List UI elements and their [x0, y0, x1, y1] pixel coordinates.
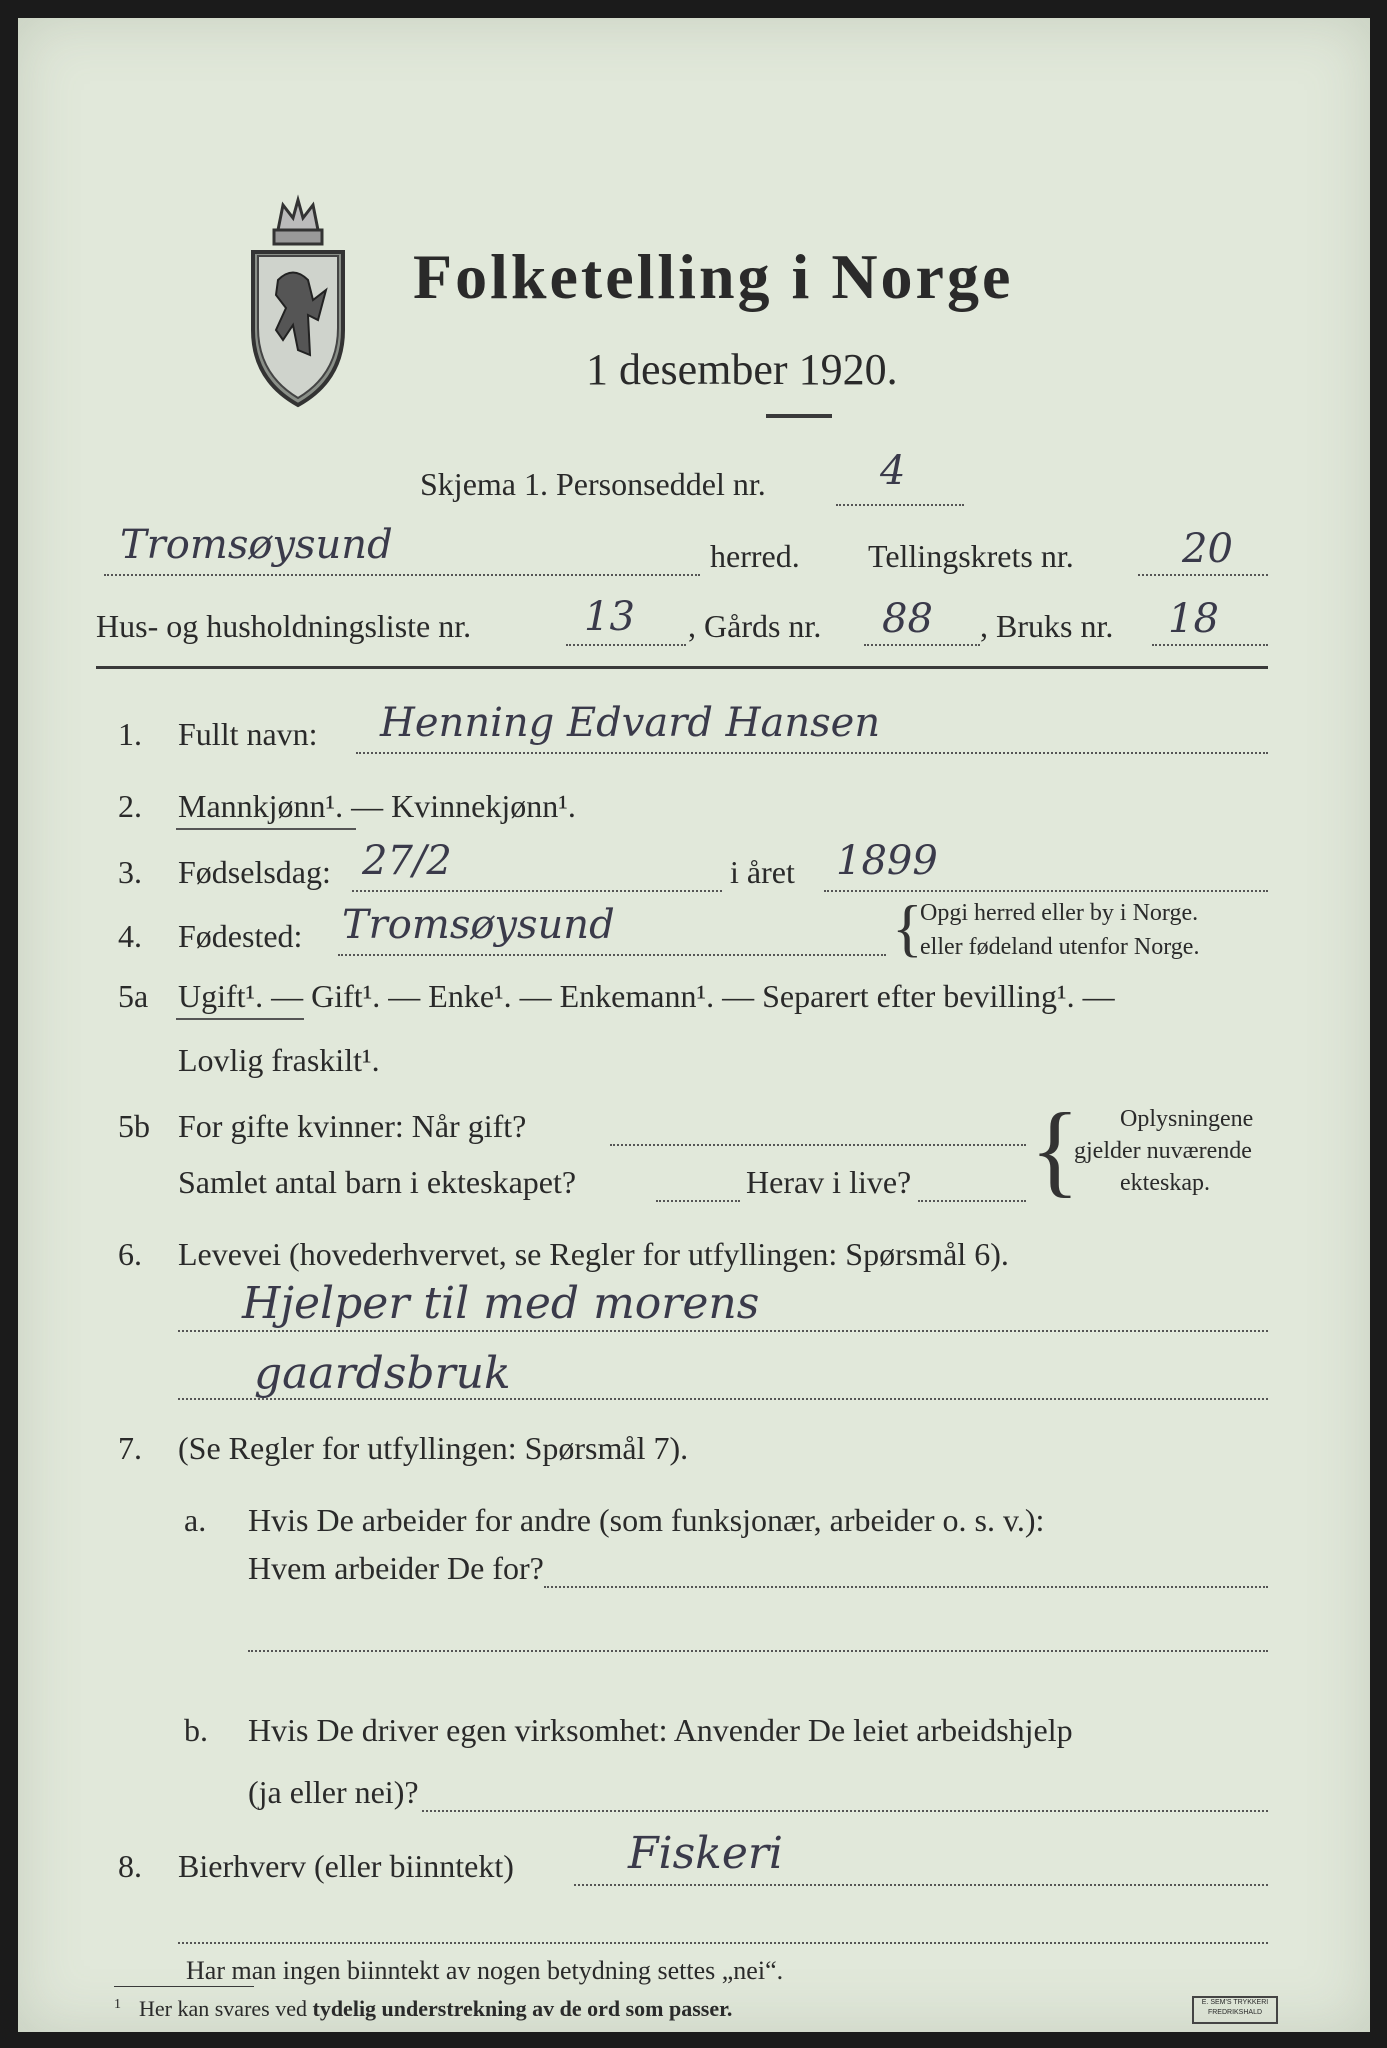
form-date: 1 desember 1920.: [586, 345, 898, 394]
q8-label: Bierhverv (eller biinntekt): [178, 1848, 514, 1884]
q5b-brace: {: [1030, 1092, 1080, 1207]
q8-number: 8.: [118, 1848, 142, 1884]
q5a-lovlig-option[interactable]: Lovlig fraskilt¹.: [178, 1042, 380, 1078]
q5b-live-line[interactable]: [918, 1200, 1026, 1202]
q7b-letter: b.: [184, 1712, 208, 1748]
q3-value[interactable]: 27/2: [362, 838, 452, 884]
coat-of-arms-icon: [238, 190, 358, 410]
q5b-label-barn: Samlet antal barn i ekteskapet?: [178, 1164, 577, 1200]
q2-female-option[interactable]: Kvinnekjønn¹.: [391, 788, 576, 824]
footnote-mark: 1: [114, 1996, 121, 2012]
q4-number: 4.: [118, 918, 142, 954]
q7b-text: Hvis De driver egen virksomhet: Anvender De leiet arbeidshjelp: [248, 1712, 1073, 1748]
hus-value[interactable]: 13: [584, 594, 635, 640]
krets-label: Tellingskrets nr.: [868, 538, 1074, 574]
q3-number: 3.: [118, 854, 142, 890]
q3-year-line: [824, 890, 1268, 892]
footnote: [114, 1996, 732, 2022]
q6-value-1[interactable]: Hjelper til med morens: [242, 1278, 760, 1329]
krets-value[interactable]: 20: [1182, 526, 1233, 572]
krets-line: [1138, 574, 1268, 576]
header-divider: [96, 666, 1268, 669]
q7a-line-1[interactable]: [544, 1586, 1268, 1588]
bruks-line: [1152, 644, 1268, 646]
q5a-ugift-underline: [176, 1018, 304, 1020]
q8-note: Har man ingen biinntekt av nogen betydning settes „nei“.: [186, 1956, 784, 1985]
gards-label: , Gårds nr.: [688, 608, 822, 644]
footnote-bold-text: tydelig understrekning av de ord som passer.: [312, 1996, 733, 2021]
q2-options: [178, 788, 576, 825]
printer-stamp: [1192, 1996, 1278, 2024]
q6-number: 6.: [118, 1236, 142, 1272]
q5b-barn-line[interactable]: [656, 1200, 740, 1202]
q3-year-label: i året: [730, 854, 795, 890]
printer-stamp-line-1: E. SEM'S TRYKKERI: [1201, 1999, 1269, 2006]
q2-male-underline: [176, 828, 356, 830]
schema-number-line: [836, 504, 964, 506]
q7a-text: Hvis De arbeider for andre (som funksjonær, arbeider o. s. v.):: [248, 1502, 1045, 1538]
form-title: Folketelling i Norge: [413, 241, 1014, 312]
q1-value[interactable]: Henning Edvard Hansen: [380, 700, 881, 746]
q7a-line-2[interactable]: [248, 1650, 1268, 1652]
q3-year-value[interactable]: 1899: [836, 838, 938, 884]
schema-number-value[interactable]: 4: [880, 448, 906, 494]
gards-value[interactable]: 88: [882, 596, 933, 642]
q8-line-2[interactable]: [178, 1942, 1268, 1944]
q4-brace: {: [892, 892, 923, 963]
q8-value[interactable]: Fiskeri: [628, 1828, 783, 1879]
census-form-sheet: [18, 18, 1370, 2032]
q5b-note-1: Oplysningene: [1120, 1106, 1254, 1132]
q3-label: Fødselsdag:: [178, 854, 331, 890]
q8-line-1: [574, 1884, 1268, 1886]
q4-line: [338, 954, 886, 956]
hus-label: Hus- og husholdningsliste nr.: [96, 608, 472, 644]
q7a-text-2: Hvem arbeider De for?: [248, 1550, 544, 1586]
q7b-line[interactable]: [422, 1810, 1268, 1812]
hus-line: [566, 644, 686, 646]
bruks-label: , Bruks nr.: [980, 608, 1114, 644]
printer-stamp-line-2: FREDRIKSHALD: [1207, 2009, 1263, 2016]
q5b-label-gift: For gifte kvinner: Når gift?: [178, 1108, 527, 1144]
gards-line: [864, 644, 980, 646]
q4-note-2: eller fødeland utenfor Norge.: [920, 934, 1200, 960]
q5b-number: 5b: [118, 1108, 150, 1144]
q5a-options: [178, 978, 1115, 1015]
herred-line: [104, 574, 700, 576]
q5b-label-live: Herav i live?: [746, 1164, 912, 1200]
title-divider: [766, 414, 832, 418]
q7a-letter: a.: [184, 1502, 207, 1538]
q6-line-1: [178, 1330, 1268, 1332]
q3-date-line: [352, 890, 722, 892]
q7b-text-2: (ja eller nei)?: [248, 1774, 419, 1810]
q4-note-1: Opgi herred eller by i Norge.: [920, 900, 1199, 926]
q4-label: Fødested:: [178, 918, 303, 954]
q1-number: 1.: [118, 716, 142, 752]
herred-label: herred.: [710, 538, 800, 574]
q2-male-option[interactable]: Mannkjønn¹.: [178, 788, 344, 824]
q1-line: [356, 752, 1268, 754]
q2-separator: —: [343, 788, 392, 824]
q5b-note-3: ekteskap.: [1120, 1170, 1210, 1196]
q7-label: (Se Regler for utfyllingen: Spørsmål 7).: [178, 1430, 689, 1466]
q7-number: 7.: [118, 1430, 142, 1466]
footnote-text: Her kan svares ved: [139, 1996, 313, 2021]
q5a-ugift-option[interactable]: Ugift¹.: [178, 978, 264, 1014]
q4-value[interactable]: Tromsøysund: [342, 902, 615, 948]
q5a-number: 5a: [118, 978, 149, 1014]
q5b-note-2: gjelder nuværende: [1074, 1138, 1252, 1164]
q6-value-2[interactable]: gaardsbruk: [254, 1348, 511, 1399]
q1-label: Fullt navn:: [178, 716, 318, 752]
footnote-rule: [114, 1986, 254, 1987]
q2-number: 2.: [118, 788, 142, 824]
bruks-value[interactable]: 18: [1168, 596, 1219, 642]
q5b-gift-line[interactable]: [610, 1144, 1026, 1146]
q5a-other-options[interactable]: — Gift¹. — Enke¹. — Enkemann¹. — Separert efter bevilling¹. —: [263, 978, 1115, 1014]
q6-label: Levevei (hovederhvervet, se Regler for utfyllingen: Spørsmål 6).: [178, 1236, 1009, 1272]
schema-label: Skjema 1. Personseddel nr.: [420, 466, 766, 502]
herred-value[interactable]: Tromsøysund: [120, 522, 393, 568]
